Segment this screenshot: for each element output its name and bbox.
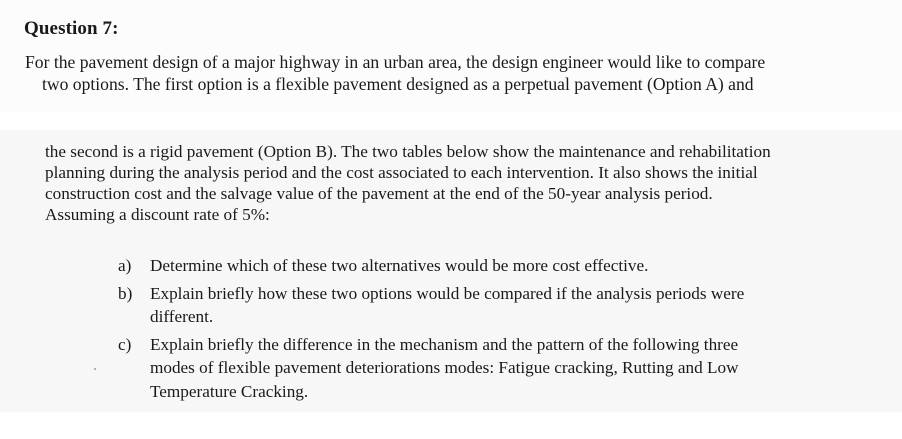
part-marker: c) bbox=[118, 334, 132, 354]
intro-paragraph bbox=[25, 51, 875, 95]
body-line: construction cost and the salvage value of the pavement at the end of the 50-year analysis period. bbox=[45, 184, 713, 203]
intro-line: For the pavement design of a major highway in an urban area, the design engineer would like to compare bbox=[25, 52, 766, 72]
part-marker: a) bbox=[118, 256, 132, 275]
question-part-b bbox=[118, 282, 878, 329]
part-text bbox=[150, 254, 878, 278]
part-line: Explain briefly how these two options would be compared if the analysis periods were bbox=[150, 283, 745, 303]
question-part-c bbox=[118, 333, 878, 404]
part-text bbox=[150, 333, 878, 404]
part-line: Explain briefly the difference in the mechanism and the pattern of the following three bbox=[150, 334, 739, 354]
body-line: Assuming a discount rate of 5%: bbox=[45, 205, 270, 224]
scan-speck bbox=[94, 368, 96, 370]
body-paragraph bbox=[45, 141, 875, 225]
part-line: modes of flexible pavement deteriorations modes: Fatigue cracking, Rutting and Low bbox=[150, 358, 739, 377]
question-part-a bbox=[118, 254, 878, 278]
question-parts-list bbox=[118, 254, 878, 407]
body-line: the second is a rigid pavement (Option B). The two tables below show the maintenance and rehabilitation bbox=[45, 142, 771, 161]
body-line: planning during the analysis period and the cost associated to each intervention. It also shows the initial bbox=[45, 163, 758, 182]
part-line: Determine which of these two alternatives would be more cost effective. bbox=[150, 256, 649, 275]
intro-line: two options. The first option is a flexible pavement designed as a perpetual pavement (Option A) and bbox=[42, 74, 754, 94]
part-marker: b) bbox=[118, 283, 133, 303]
part-line: different. bbox=[150, 307, 214, 326]
part-text bbox=[150, 282, 878, 329]
question-heading: Question 7: bbox=[24, 18, 119, 39]
part-line: Temperature Cracking. bbox=[150, 381, 309, 401]
